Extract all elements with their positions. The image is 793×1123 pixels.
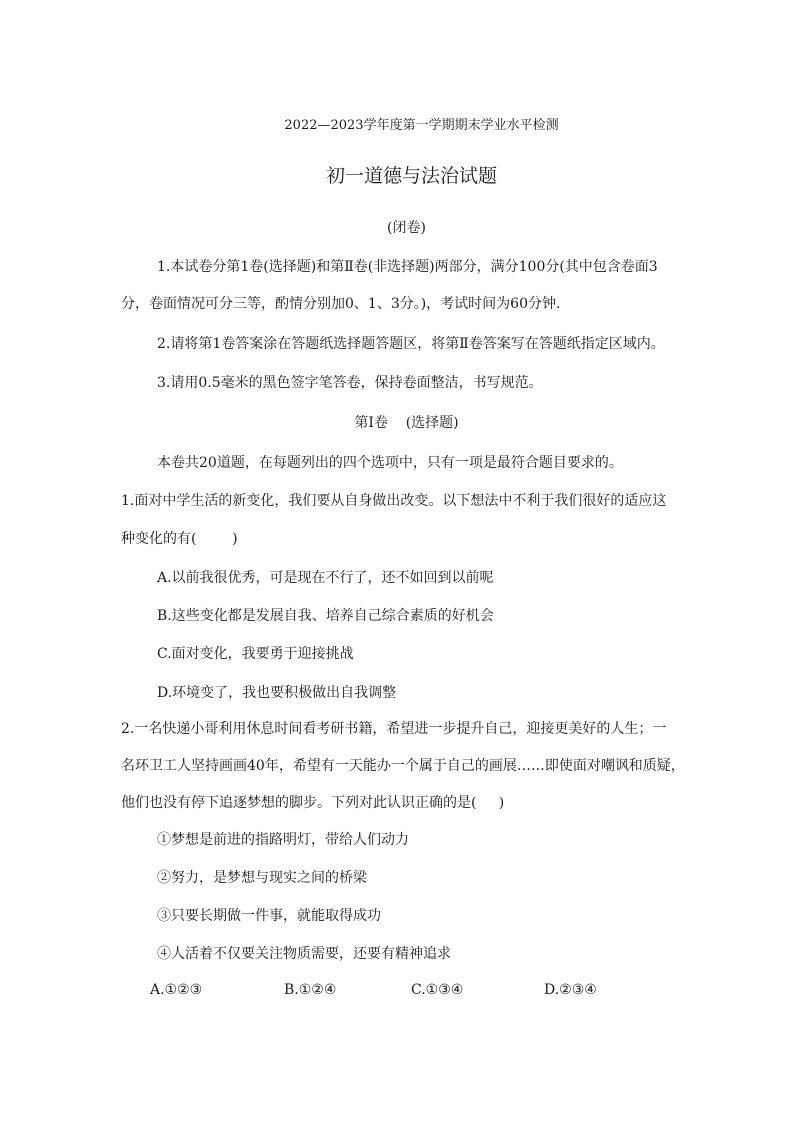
question-1-option-b: B.这些变化都是发展自我、培养自己综合素质的好机会 bbox=[157, 608, 494, 624]
exam-title: 初一道德与法治试题 bbox=[325, 165, 497, 187]
question-2-option-c: C.①③④ bbox=[411, 982, 464, 998]
question-2-statement-3: ③只要长期做一件事，就能取得成功 bbox=[157, 908, 381, 924]
section-title: 第Ⅰ卷 (选择题) bbox=[354, 415, 459, 431]
question-2-stem-line-3: 他们也没有停下追逐梦想的脚步。下列对此认识正确的是( ) bbox=[121, 795, 505, 811]
question-2-statement-2: ②努力，是梦想与现实之间的桥梁 bbox=[157, 870, 367, 886]
question-1-stem-line-1: 1.面对中学生活的新变化，我们要从自身做出改变。以下想法中不利于我们很好的适应这 bbox=[121, 493, 667, 509]
question-2-statement-1: ①梦想是前进的指路明灯，带给人们动力 bbox=[157, 832, 409, 848]
question-1-option-c: C.面对变化，我要勇于迎接挑战 bbox=[157, 646, 354, 662]
exam-header: 2022—2023学年度第一学期期末学业水平检测 bbox=[284, 118, 559, 133]
question-1-option-a: A.以前我很优秀，可是现在不行了，还不如回到以前呢 bbox=[157, 570, 494, 586]
question-2-options bbox=[150, 982, 630, 1002]
exam-type: (闭卷) bbox=[387, 220, 426, 236]
instruction-3: 3.请用0.5毫米的黑色签字笔答卷，保持卷面整洁，书写规范。 bbox=[157, 375, 543, 391]
instruction-2: 2.请将第1卷答案涂在答题纸选择题答题区，将第Ⅱ卷答案写在答题纸指定区域内。 bbox=[157, 336, 665, 352]
section-intro: 本卷共20道题，在每题列出的四个选项中，只有一项是最符合题目要求的。 bbox=[157, 455, 623, 471]
question-2-stem-line-2: 名环卫工人坚持画画40年，希望有一天能办一个属于自己的画展……即使面对嘲讽和质疑， bbox=[121, 758, 685, 774]
question-2-option-d: D.②③④ bbox=[544, 982, 597, 998]
question-2-stem-line-1: 2.一名快递小哥利用休息时间看考研书籍，希望进一步提升自己，迎接更美好的人生；一 bbox=[121, 721, 667, 737]
question-2-statement-4: ④人活着不仅要关注物质需要，还要有精神追求 bbox=[157, 946, 451, 962]
question-2-option-b: B.①②④ bbox=[284, 982, 337, 998]
question-1-stem-line-2: 种变化的有( ) bbox=[121, 531, 238, 547]
question-1-option-d: D.环境变了，我也要积极做出自我调整 bbox=[157, 685, 397, 701]
instruction-1-line-2: 分，卷面情况可分三等，酌情分别加0、1、3分。)，考试时间为60分钟. bbox=[121, 296, 561, 312]
instruction-1-line-1: 1.本试卷分第1卷(选择题)和第Ⅱ卷(非选择题)两部分，满分100分(其中包含卷面3 bbox=[157, 259, 658, 275]
question-2-option-a: A.①②③ bbox=[150, 982, 203, 998]
